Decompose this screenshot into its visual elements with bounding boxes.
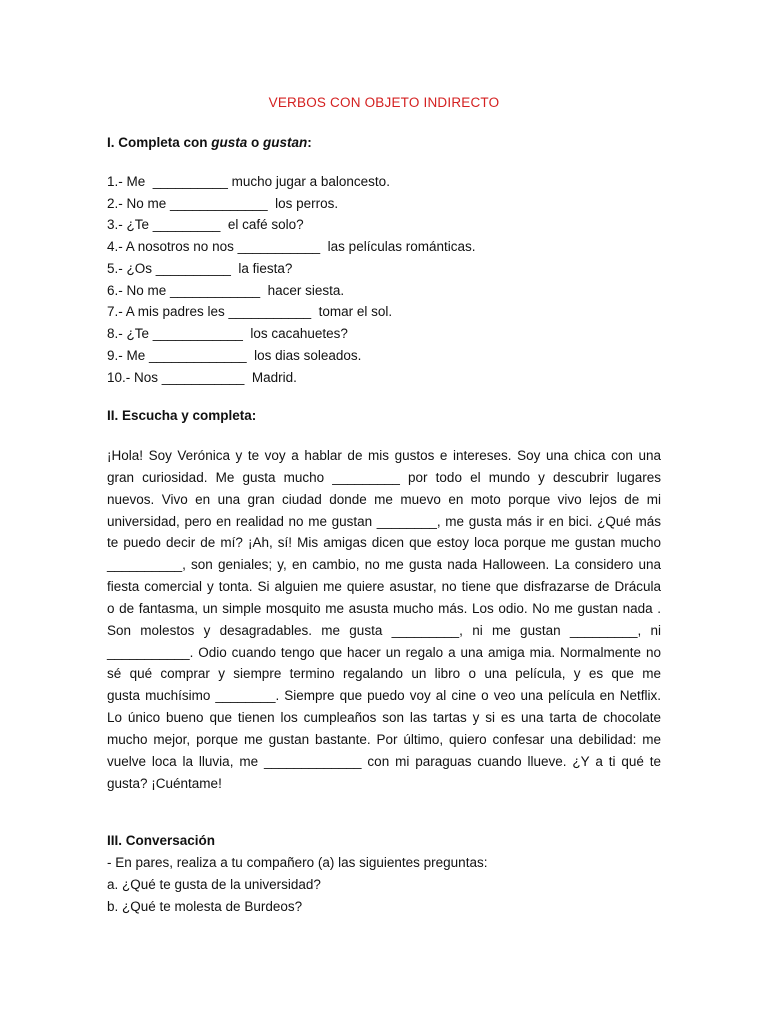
paragraph-line: ___________. Odio cuando tengo que hacer un regalo a una amiga mia. Normalmente no (107, 644, 661, 660)
section-1-heading (107, 135, 312, 150)
exercise-item-1: 1.- Me __________ mucho jugar a baloncesto. (107, 174, 390, 189)
exercise-item-6: 6.- No me ____________ hacer siesta. (107, 283, 345, 298)
paragraph-line: gusta? ¡Cuéntame! (107, 775, 222, 791)
exercise-item-10: 10.- Nos ___________ Madrid. (107, 370, 297, 385)
section-3-heading: III. Conversación (107, 833, 216, 848)
listening-paragraph (107, 445, 661, 795)
exercise-item-3: 3.- ¿Te _________ el café solo? (107, 217, 304, 232)
section-1-heading-colon: : (307, 135, 312, 150)
section-2-heading: II. Escucha y completa: (107, 408, 257, 423)
conversation-question-b: b. ¿Qué te molesta de Burdeos? (107, 899, 303, 914)
paragraph-line: Lo único bueno que tienen los cumpleaños son las tartas y si es una tarta de chocolate (107, 710, 661, 726)
exercise-item-9: 9.- Me _____________ los dias soleados. (107, 348, 362, 363)
page-title: VERBOS CON OBJETO INDIRECTO (268, 95, 500, 110)
section-1-heading-or: o (247, 135, 264, 150)
paragraph-line: ¡Hola! Soy Verónica y te voy a hablar de mis gustos e intereses. Soy una chica con una (107, 448, 661, 463)
exercise-item-4: 4.- A nosotros no nos ___________ las películas románticas. (107, 239, 476, 254)
section-1-heading-gustan: gustan (263, 135, 308, 150)
exercise-item-5: 5.- ¿Os __________ la fiesta? (107, 261, 293, 276)
paragraph-line: Son molestos y desagradables. me gusta _________, ni me gustan _________, ni (107, 622, 661, 638)
conversation-question-a: a. ¿Qué te gusta de la universidad? (107, 877, 321, 892)
paragraph-line: o de fantasma, un simple mosquito me asusta mucho más. Los odio. No me gustan nada . (107, 600, 661, 616)
paragraph-line: gusta muchísimo ________. Siempre que puedo voy al cine o veo una película en Netflix. (107, 688, 661, 704)
conversation-instruction: - En pares, realiza a tu compañero (a) las siguientes preguntas: (107, 855, 488, 870)
paragraph-line: __________, son geniales; y, en cambio, no me gusta nada Halloween. La considero una (107, 557, 661, 573)
exercise-item-7: 7.- A mis padres les ___________ tomar el sol. (107, 304, 393, 319)
section-1-heading-gusta: gusta (211, 135, 248, 150)
section-1-heading-prefix: I. Completa con (107, 135, 212, 150)
paragraph-line: mucho mejor, porque me gustan bastante. Por último, quiero confesar una debilidad: me (107, 731, 661, 747)
paragraph-line: te puedo decir de mí? ¡Ah, sí! Mis amigas dicen que estoy loca porque me gustan mucho (107, 535, 661, 551)
paragraph-line: vuelve loca la lluvia, me _____________ con mi paraguas cuando llueve. ¿Y a ti qué te (107, 753, 661, 769)
paragraph-line: sé qué comprar y siempre termino regalando un libro o una película, y es que me (107, 666, 661, 682)
exercise-item-8: 8.- ¿Te ____________ los cacahuetes? (107, 326, 348, 341)
paragraph-line: nuevos. Vivo en una gran ciudad donde me muevo en moto porque vivo lejos de mi (107, 491, 661, 507)
paragraph-line: gran curiosidad. Me gusta mucho _________ por todo el mundo y descubrir lugares (107, 469, 661, 485)
exercise-item-2: 2.- No me _____________ los perros. (107, 196, 339, 211)
paragraph-line: universidad, pero en realidad no me gustan ________, me gusta más ir en bici. ¿Qué más (107, 513, 661, 529)
paragraph-line: fiesta comercial y tonta. Si alguien me quiere asustar, no tiene que disfrazarse de Drácula (107, 579, 661, 595)
